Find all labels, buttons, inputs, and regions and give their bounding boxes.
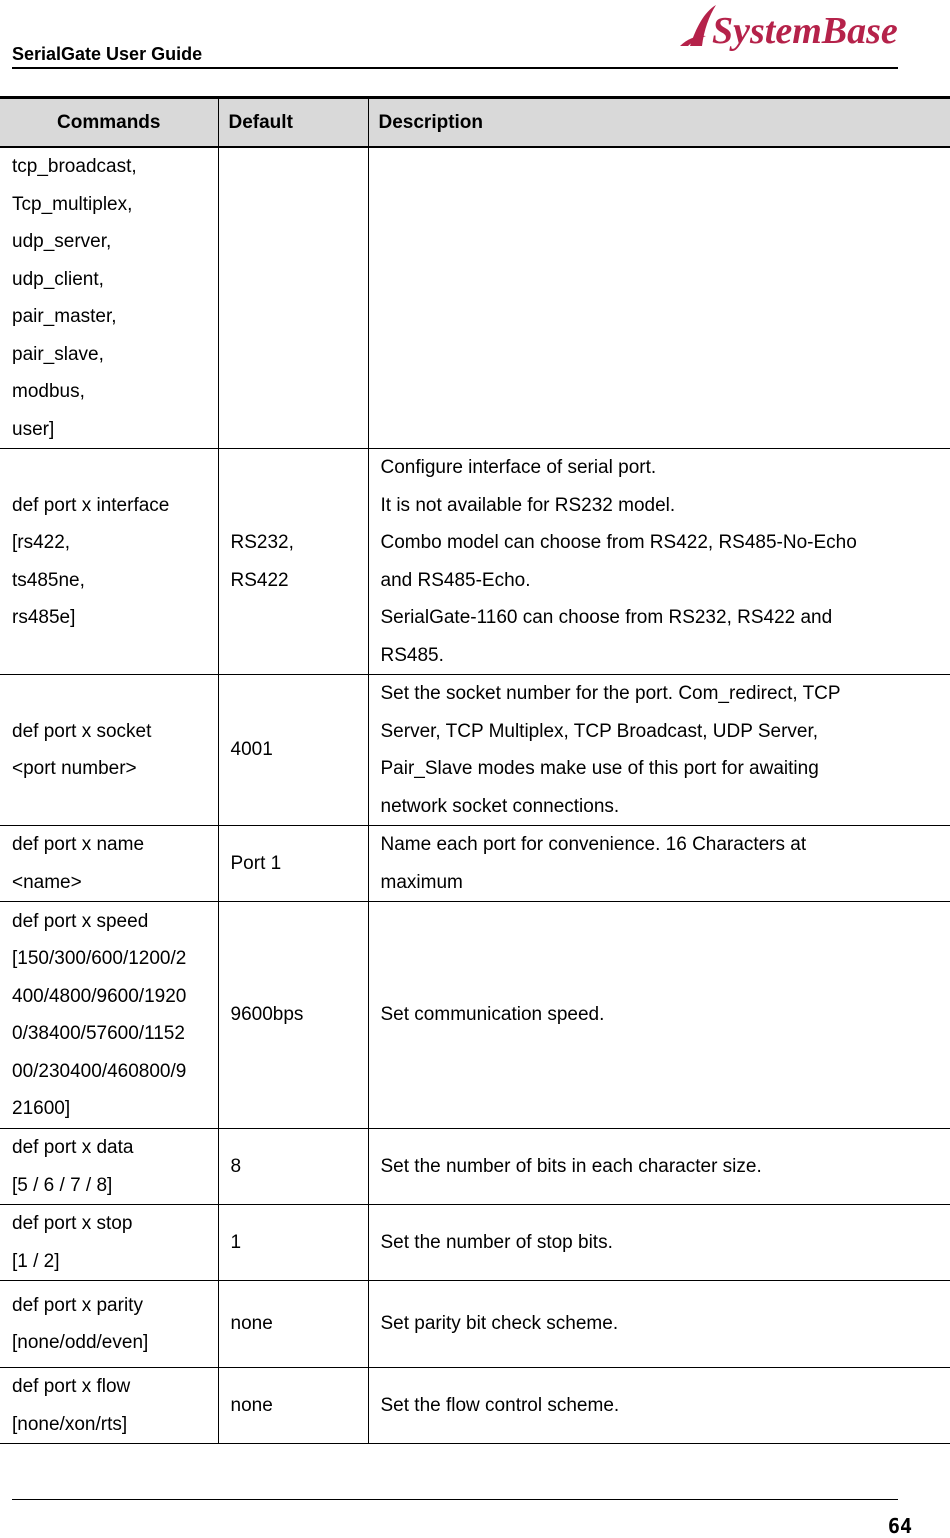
- description-cell: Set the number of stop bits.: [368, 1205, 950, 1281]
- table-row: [0, 902, 950, 1129]
- command-cell: def port x name <name>: [0, 826, 218, 902]
- description-cell: Set parity bit check scheme.: [368, 1281, 950, 1368]
- page-number: 64: [887, 1514, 912, 1538]
- command-cell: def port x flow [none/xon/rts]: [0, 1368, 218, 1444]
- document-title: SerialGate User Guide: [12, 44, 203, 64]
- table-header-row: [0, 98, 950, 148]
- column-header-description: Description: [368, 98, 950, 148]
- description-cell: Set communication speed.: [368, 902, 950, 1129]
- default-cell: none: [218, 1281, 368, 1368]
- table-row: [0, 675, 950, 826]
- logo-swoosh-icon: [680, 5, 716, 46]
- commands-table: [0, 96, 950, 1444]
- svg-text:SystemBase: SystemBase: [712, 10, 898, 52]
- default-cell: 4001: [218, 675, 368, 826]
- default-cell: RS232, RS422: [218, 449, 368, 675]
- column-header-default: Default: [218, 98, 368, 148]
- default-cell: none: [218, 1368, 368, 1444]
- command-cell: def port x socket <port number>: [0, 675, 218, 826]
- description-cell: Configure interface of serial port. It is not available for RS232 model. Combo model can choose from RS422, RS485-No-Echo and RS485-Echo. SerialGate-1160 can choose from RS232, RS422 and RS485.: [368, 449, 950, 675]
- default-cell: 9600bps: [218, 902, 368, 1129]
- description-cell: Set the number of bits in each character size.: [368, 1129, 950, 1205]
- command-cell: def port x stop [1 / 2]: [0, 1205, 218, 1281]
- table-row: [0, 147, 950, 449]
- description-cell: Set the flow control scheme.: [368, 1368, 950, 1444]
- column-header-commands: Commands: [0, 98, 218, 148]
- footer-rule: [12, 1499, 898, 1500]
- description-cell: [368, 147, 950, 449]
- description-cell: Name each port for convenience. 16 Characters at maximum: [368, 826, 950, 902]
- default-cell: [218, 147, 368, 449]
- table-row: [0, 449, 950, 675]
- command-cell: tcp_broadcast, Tcp_multiplex, udp_server, udp_client, pair_master, pair_slave, modbus, user]: [0, 147, 218, 449]
- command-cell: def port x interface [rs422, ts485ne, rs485e]: [0, 449, 218, 675]
- table-row: [0, 1368, 950, 1444]
- default-cell: Port 1: [218, 826, 368, 902]
- table-row: [0, 826, 950, 902]
- default-cell: 1: [218, 1205, 368, 1281]
- table-row: [0, 1205, 950, 1281]
- table-row: [0, 1281, 950, 1368]
- systembase-logo: [676, 2, 902, 52]
- command-cell: def port x data [5 / 6 / 7 / 8]: [0, 1129, 218, 1205]
- description-cell: Set the socket number for the port. Com_redirect, TCP Server, TCP Multiplex, TCP Broadcast, UDP Server, Pair_Slave modes make use of this port for awaiting network socket connections.: [368, 675, 950, 826]
- default-cell: 8: [218, 1129, 368, 1205]
- table-row: [0, 1129, 950, 1205]
- command-cell: def port x speed [150/300/600/1200/2 400/4800/9600/1920 0/38400/57600/1152 00/230400/460800/9 21600]: [0, 902, 218, 1129]
- header-rule: [12, 67, 898, 69]
- command-cell: def port x parity [none/odd/even]: [0, 1281, 218, 1368]
